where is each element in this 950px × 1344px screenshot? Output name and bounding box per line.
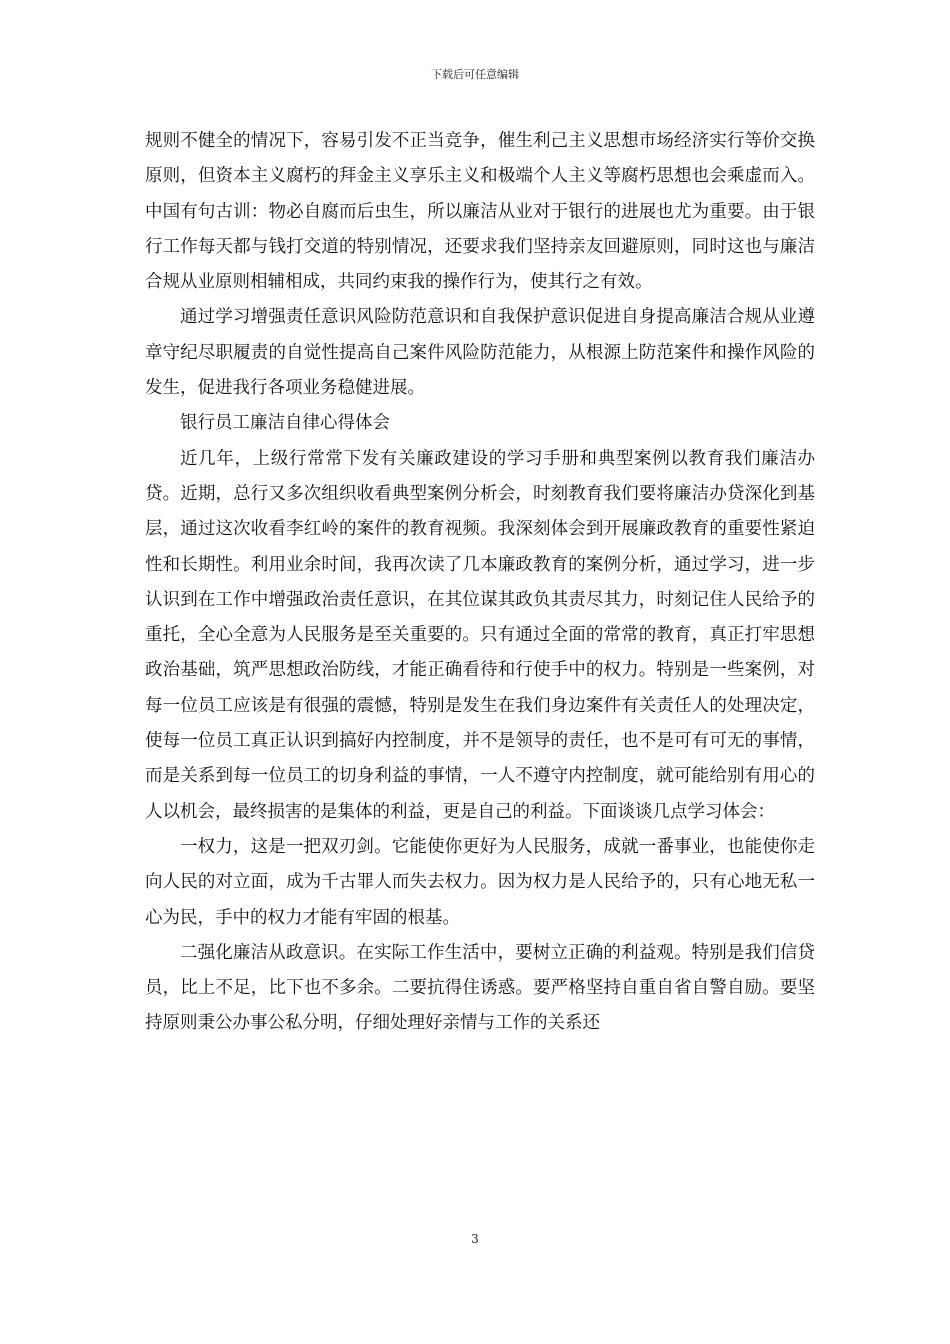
paragraph-intro: 近几年，上级行常常下发有关廉政建设的学习手册和典型案例以教育我们廉洁办贷。近期，总行又多次组织收看典型案例分析会，时刻教育我们要将廉洁办贷深化到基层，通过这次收看李红岭的案件的教育视频。我深刻体会到开展廉政教育的重要性紧迫性和长期性。利用业余时间，我再次读了几本廉政教育的案例分析，通过学习，进一步认识到在工作中增强政治责任意识，在其位谋其政负其责尽其力，时刻记住人民给予的重托，全心全意为人民服务是至关重要的。只有通过全面的常常的教育，真正打牢思想政治基础，筑严思想政治防线，才能正确看待和行使手中的权力。特别是一些案例，对每一位员工应该是有很强的震憾，特别是发生在我们身边案件有关责任人的处理决定，使每一位员工真正认识到搞好内控制度，并不是领导的责任，也不是可有可无的事情，而是关系到每一位员工的切身利益的事情，一人不遵守内控制度，就可能给别有用心的人以机会，最终损害的是集体的利益，更是自己的利益。下面谈谈几点学习体会： [145,448,815,822]
page-header: 下载后可任意编辑 [431,68,519,81]
paragraph-point-two: 二强化廉洁从政意识。在实际工作生活中，要树立正确的利益观。特别是我们信贷员，比上不足，比下也不多余。二要抗得住诱惑。要严格坚持自重自省自警自励。要坚持原则秉公办事公私分明，仔细处理好亲情与工作的关系还 [145,942,815,1034]
paragraph-point-one: 一权力，这是一把双刃剑。它能使你更好为人民服务，成就一番事业，也能使你走向人民的对立面，成为千古罪人而失去权力。因为权力是人民给予的，只有心地无私一心为民，手中的权力才能有牢固的根基。 [145,836,815,928]
paragraph-continued: 规则不健全的情况下，容易引发不正当竞争，催生利己主义思想市场经济实行等价交换原则，但资本主义腐朽的拜金主义享乐主义和极端个人主义等腐朽思想也会乘虚而入。中国有句古训：物必自腐而后虫生，所以廉洁从业对于银行的进展也尤为重要。由于银行工作每天都与钱打交道的特别情况，还要求我们坚持亲友回避原则，同时这也与廉洁合规从业原则相辅相成，共同约束我的操作行为，使其行之有效。 [145,131,815,293]
paragraph-learning-summary: 通过学习增强责任意识风险防范意识和自我保护意识促进自身提高廉洁合规从业遵章守纪尽职履责的自觉性提高自己案件风险防范能力，从根源上防范案件和操作风险的发生，促进我行各项业务稳健进展。 [145,307,815,399]
section-title: 银行员工廉洁自律心得体会 [180,413,390,434]
document-body [145,124,815,1042]
page-number: 3 [471,1232,479,1246]
